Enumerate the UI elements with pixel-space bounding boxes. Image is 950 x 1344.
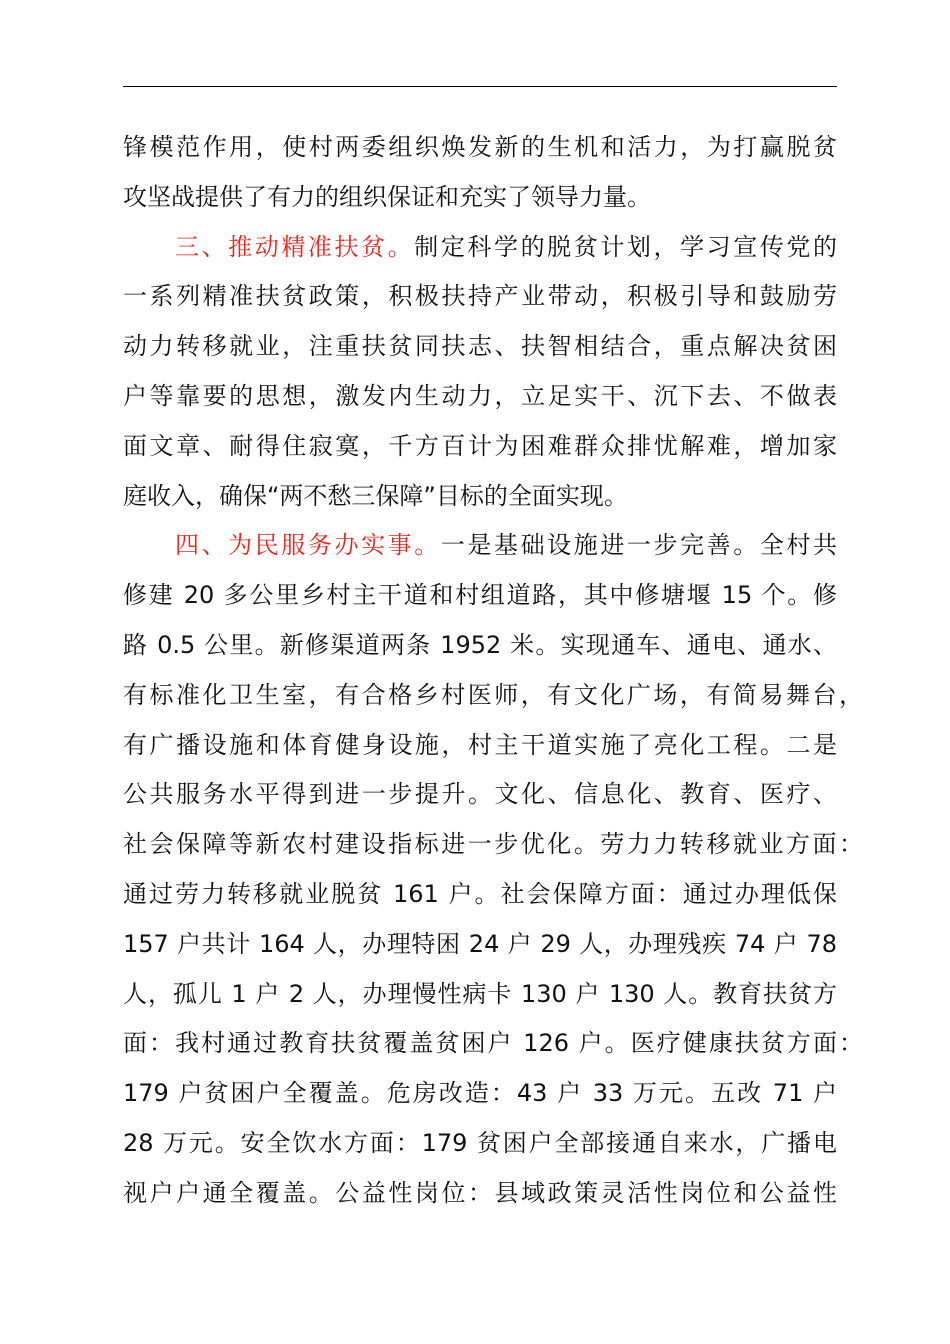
text-line [123,521,837,571]
line-text: 视户户通全覆盖。公益性岗位：县域政策灵活性岗位和公益性 [123,1178,837,1207]
text-line [123,920,837,970]
line-text: 一系列精准扶贫政策，积极扶持产业带动，积极引导和鼓励劳 [123,282,837,311]
text-line [123,272,837,322]
line-text: 一是基础设施进一步完善。全村共 [440,531,838,560]
text-line [123,870,837,920]
line-text: 有标准化卫生室，有合格乡村医师，有文化广场，有简易舞台， [123,680,863,709]
line-text: 户等靠要的思想，激发内生动力，立足实干、沉下去、不做表 [123,381,837,410]
line-text: 公共服务水平得到进一步提升。文化、信息化、教育、医疗、 [123,780,837,809]
section-heading: 三、推动精准扶贫。 [175,232,415,261]
text-line [123,1069,837,1119]
line-text: 面：我村通过教育扶贫覆盖贫困户 126 户。医疗健康扶贫方面： [123,1029,863,1058]
line-text: 179 户贫困户全覆盖。危房改造：43 户 33 万元。五改 71 户 [123,1079,837,1108]
text-line [123,472,837,522]
text-line [123,173,837,223]
text-line [123,1169,837,1219]
line-text: 制定科学的脱贫计划，学习宣传党的 [414,232,837,261]
line-text: 锋模范作用，使村两委组织焕发新的生机和活力，为打赢脱贫 [123,133,837,161]
text-line [123,1019,863,1069]
line-text: 庭收入，确保“两不愁三保障”目标的全面实现。 [123,481,628,510]
line-text: 通过劳力转移就业脱贫 161 户。社会保障方面：通过办理低保 [123,879,837,908]
text-line [123,970,837,1020]
document-body [123,123,863,1219]
line-text: 动力转移就业，注重扶贫同扶志、扶智相结合，重点解决贫困 [123,332,837,361]
line-text: 157 户共计 164 人，办理特困 24 户 29 人，办理残疾 74 户 78 [123,929,837,958]
line-text: 社会保障等新农村建设指标进一步优化。劳力力转移就业方面： [123,830,863,859]
line-text: 面文章、耐得住寂寞，千方百计为困难群众排忧解难，增加家 [123,431,837,460]
line-text: 攻坚战提供了有力的组织保证和充实了领导力量。 [123,182,651,211]
text-line [123,770,837,820]
text-line [123,571,837,621]
header-rule [123,86,837,87]
text-line [123,322,837,372]
text-line [123,123,837,173]
text-line [123,1119,837,1169]
text-line [123,671,863,721]
text-line [123,820,863,870]
line-text: 人，孤儿 1 户 2 人，办理慢性病卡 130 户 130 人。教育扶贫方 [123,979,837,1008]
text-line [123,621,837,671]
text-line [123,372,837,422]
text-line [123,422,837,472]
section-heading: 四、为民服务办实事。 [175,531,441,560]
line-text: 28 万元。安全饮水方面：179 贫困户全部接通自来水，广播电 [123,1128,837,1157]
text-line [123,721,837,771]
line-text: 有广播设施和体育健身设施，村主干道实施了亮化工程。二是 [123,730,837,759]
text-line [123,223,837,273]
line-text: 修建 20 多公里乡村主干道和村组道路，其中修塘堰 15 个。修 [123,581,837,610]
line-text: 路 0.5 公里。新修渠道两条 1952 米。实现通车、通电、通水、 [123,630,837,659]
